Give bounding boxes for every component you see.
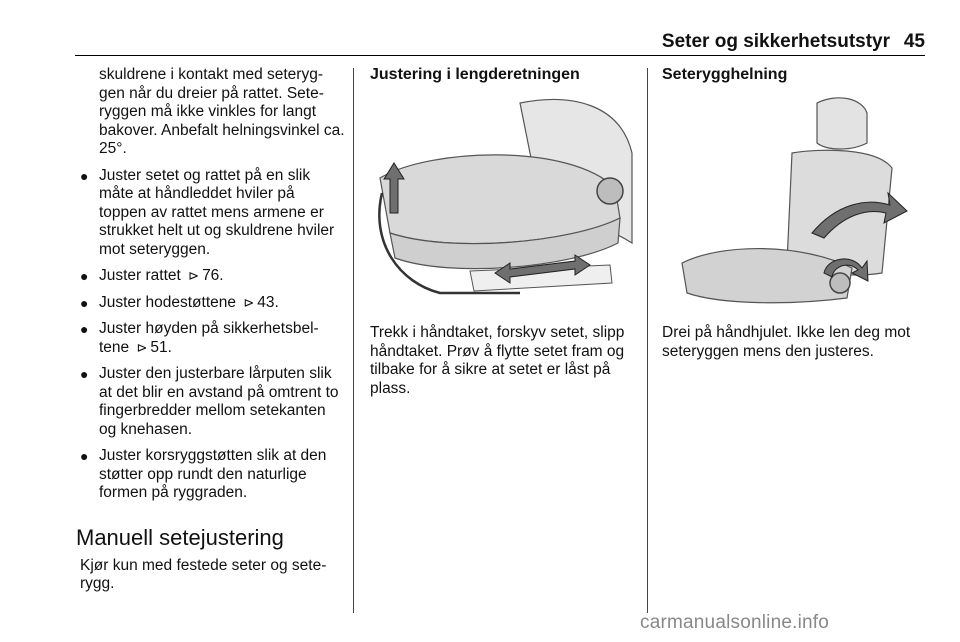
headrest-shape: [817, 97, 867, 148]
bullet-icon: ●: [80, 321, 89, 337]
column-right: [662, 66, 927, 361]
bullet-icon: ●: [80, 167, 89, 184]
bullet-icon: ●: [80, 294, 89, 311]
intro-paragraph: skuldrene i kontakt med seteryg-gen når du dreier på rattet. Sete-ryggen må ikke vinkles for langt bakover. Anbefalt helningsvinkel ca. 25°.: [99, 66, 345, 157]
handwheel-shape: [830, 273, 850, 293]
page-reference-icon[interactable]: ⊳: [136, 339, 148, 355]
list-item: [80, 365, 345, 439]
page-reference-icon[interactable]: ⊳: [243, 294, 255, 310]
list-item: [80, 320, 345, 357]
section-heading: Manuell setejustering: [76, 524, 284, 550]
page-number: 45: [903, 31, 925, 52]
recline-handwheel-shape: [597, 178, 623, 204]
bullet-icon: ●: [80, 366, 89, 382]
subsection-heading: Justering i lengderetningen: [370, 66, 580, 83]
list-item-text: Juster korsryggstøtten slik at den støtter opp rundt den naturlige formen på ryggraden.: [99, 447, 327, 501]
column-divider: [647, 68, 648, 613]
figure-caption: Trekk i håndtaket, forskyv setet, slipp håndtaket. Prøv å flytte setet fram og tilbake for å sikre at setet er låst på plass.: [370, 324, 625, 397]
page-reference-link[interactable]: 51.: [150, 338, 172, 356]
subsection-heading: Seterygghelning: [662, 66, 788, 83]
running-header-title: Seter og sikkerhetsutstyr: [661, 31, 890, 52]
bullet-icon: ●: [80, 448, 89, 464]
column-divider: [353, 68, 354, 613]
page-reference-link[interactable]: 76.: [202, 267, 224, 284]
list-item: [80, 447, 345, 503]
list-item-text: Juster rattet: [99, 267, 181, 284]
bullet-icon: ●: [80, 268, 89, 284]
section-paragraph: Kjør kun med festede seter og sete-rygg.: [80, 556, 327, 592]
page-reference-icon[interactable]: ⊳: [188, 268, 200, 283]
seat-recline-illustration: [662, 93, 926, 305]
adjustment-bullet-list: [80, 167, 345, 503]
seat-slide-illustration: [370, 93, 634, 305]
list-item: [80, 167, 345, 260]
list-item-text: Juster den justerbare lårputen slik at det blir en avstand på omtrent to fingerbredder mellom setekanten og knehasen.: [99, 365, 339, 438]
list-item-text: Juster hodestøttene: [99, 293, 236, 311]
list-item: [80, 267, 345, 286]
header-rule: [75, 55, 925, 56]
list-item-text: Juster setet og rattet på en slik måte at håndleddet hviler på toppen av rattet mens armene er strukket helt ut og skuldrene hviler mot seteryggen.: [99, 166, 335, 258]
watermark-text: carmanualsonline.info: [640, 612, 830, 633]
list-item-text: Juster høyden på sikkerhetsbel-tene: [99, 320, 319, 356]
column-middle: [370, 66, 635, 398]
column-left: [76, 66, 345, 594]
list-item: [80, 294, 345, 313]
page-reference-link[interactable]: 43.: [257, 293, 279, 311]
figure-caption: Drei på håndhjulet. Ikke len deg mot seteryggen mens den justeres.: [662, 324, 911, 360]
